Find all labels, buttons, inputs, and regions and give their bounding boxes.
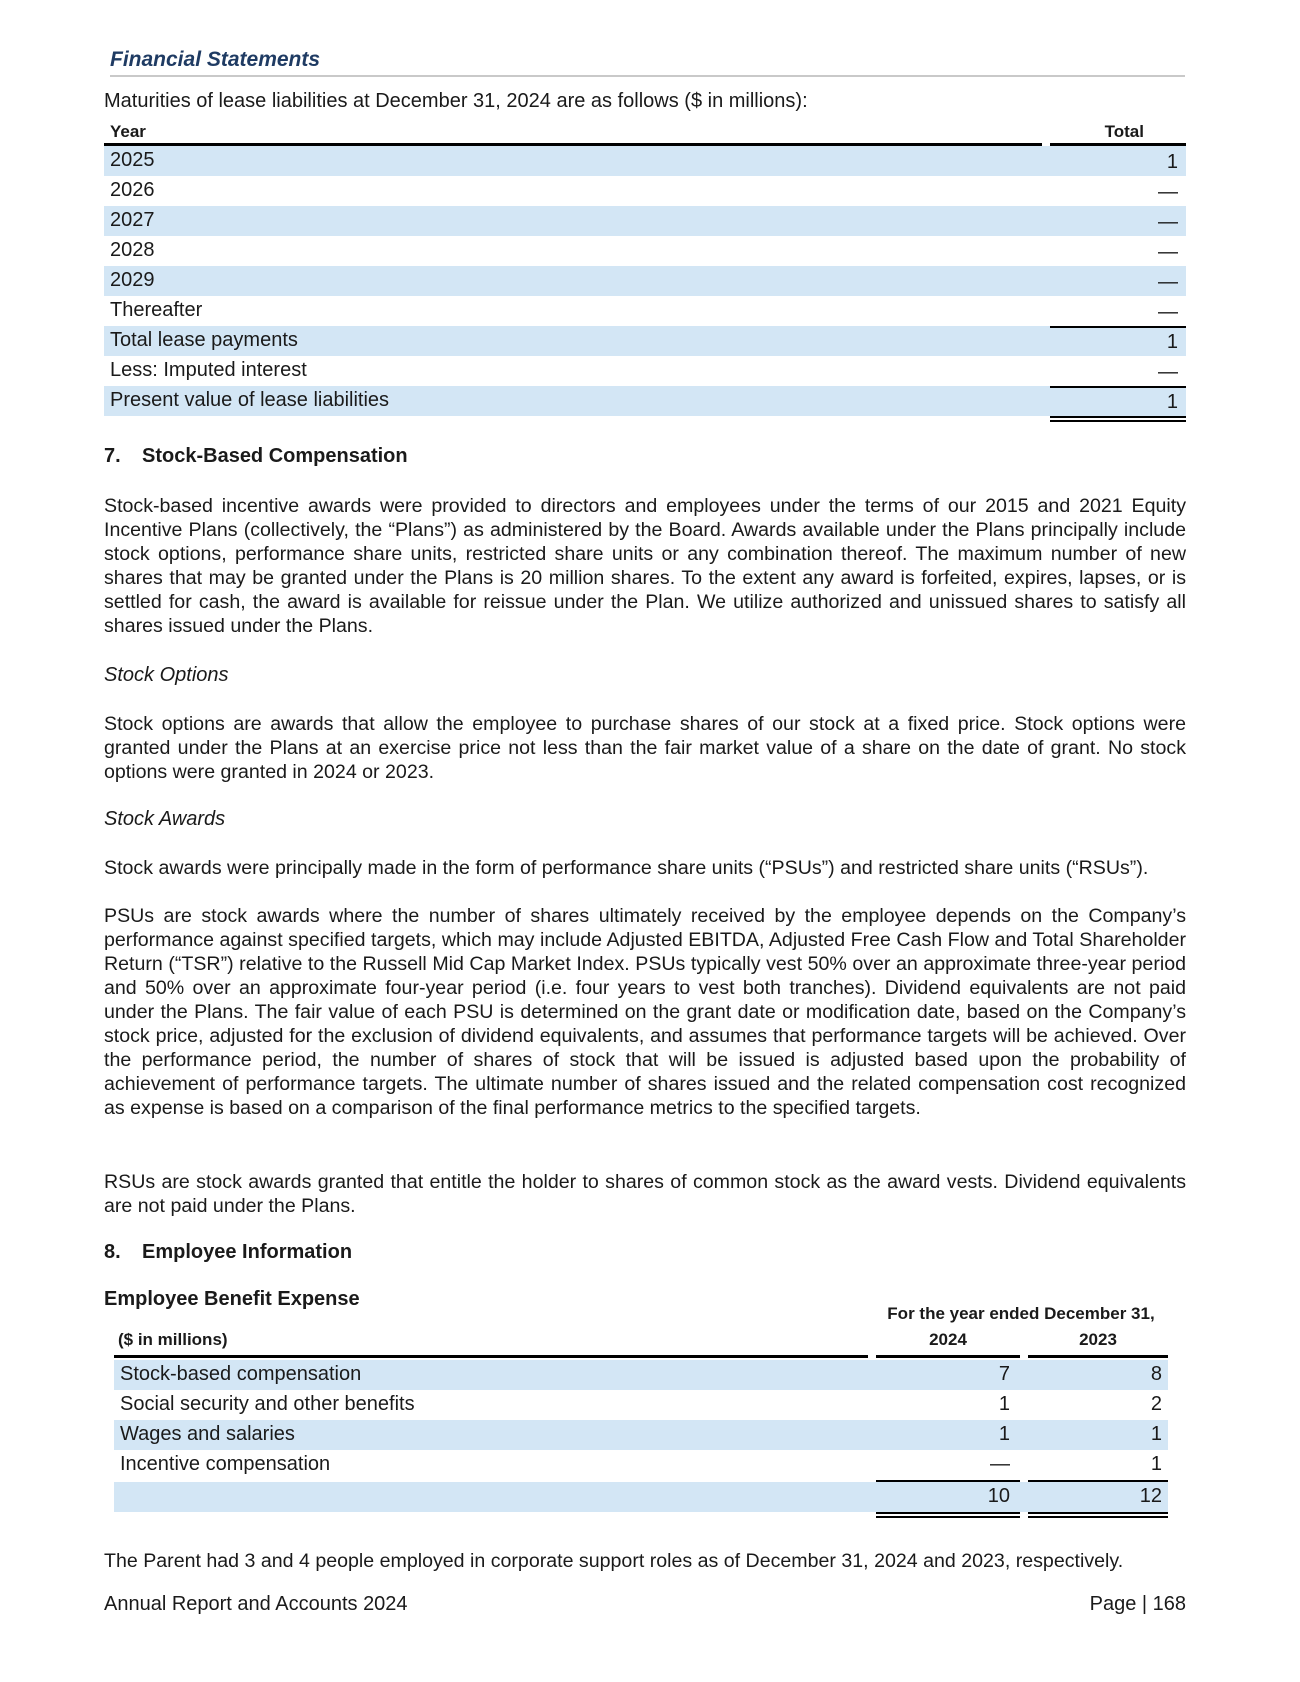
value-2024: 7	[998, 1363, 1010, 1385]
psu-paragraph: PSUs are stock awards where the number of shares ultimately received by the employee depends on the Company’s performance against specified targets, which may include Adjusted EBITDA, Adjusted Free Cash Flow and Total Shareholder Return (“TSR”) relative to the Russell Mid Cap Market Index. PSUs typically vest 50% over an approximate three-year period and 50% over an approximate four-year period (i.e. four years to vest both tranches). Dividend equivalents are not paid under the Plans. The fair value of each PSU is determined on the grant date or modification date, based on the Company’s stock price, adjusted for the exclusion of dividend equivalents, and assumes that performance targets will be achieved. Over the performance period, the number of shares of stock that will be issued is adjusted based upon the probability of achievement of performance targets. The ultimate number of shares issued and the related compensation cost recognized as expense is based on a comparison of the final performance metrics to the specified targets.	[104, 905, 1186, 1119]
row-label: Less: Imputed interest	[110, 359, 307, 381]
subtotal-rule	[1028, 1480, 1168, 1482]
row-label: 2025	[110, 149, 155, 171]
section-title: Stock-Based Compensation	[142, 445, 408, 467]
footer-report-title: Annual Report and Accounts 2024	[104, 1593, 408, 1615]
row-label: Thereafter	[110, 299, 203, 321]
table-row	[114, 1360, 1168, 1390]
section-title: Employee Information	[142, 1241, 353, 1263]
header-rule	[876, 1355, 1020, 1358]
table-row	[104, 146, 1186, 176]
employee-benefit-expense-heading: Employee Benefit Expense	[104, 1288, 360, 1310]
subtotal-rule	[1050, 386, 1186, 388]
subtotal-rule	[1050, 326, 1186, 328]
table-row	[114, 1450, 1168, 1480]
row-label: 2027	[110, 209, 155, 231]
table-row	[114, 1420, 1168, 1450]
table-row	[104, 236, 1186, 266]
section-8-heading	[104, 1241, 352, 1264]
value-2023: 2	[1150, 1393, 1162, 1415]
subtotal-rule	[876, 1480, 1020, 1482]
value-2023: 1	[1150, 1423, 1162, 1445]
row-value: —	[1158, 271, 1178, 293]
table-row-total-lease-payments	[104, 326, 1186, 356]
row-label: Social security and other benefits	[120, 1393, 415, 1415]
unit-header: ($ in millions)	[118, 1330, 228, 1349]
header-rule	[114, 1355, 868, 1358]
value-2023: 1	[1150, 1453, 1162, 1475]
value-2023: 8	[1150, 1363, 1162, 1385]
row-label: 2029	[110, 269, 155, 291]
section-header	[110, 48, 1185, 77]
lease-intro: Maturities of lease liabilities at December 31, 2024 are as follows ($ in millions):	[104, 90, 808, 112]
table-row	[104, 206, 1186, 236]
row-value: —	[1158, 181, 1178, 203]
table-row	[104, 266, 1186, 296]
value-2024: —	[990, 1453, 1010, 1475]
table-row-present-value	[104, 386, 1186, 416]
stock-awards-paragraph: Stock awards were principally made in the form of performance share units (“PSUs”) and restricted share units (“RSUs”).	[104, 857, 1149, 879]
value-2024: 1	[998, 1393, 1010, 1415]
row-label: Wages and salaries	[120, 1423, 295, 1445]
table-row	[114, 1390, 1168, 1420]
row-value: 1	[1166, 151, 1178, 173]
col-2023: 2023	[1079, 1330, 1117, 1349]
footer-page-number: Page | 168	[1089, 1593, 1186, 1615]
row-label: 2028	[110, 239, 155, 261]
total-2023: 12	[1139, 1485, 1162, 1507]
row-label: Present value of lease liabilities	[110, 389, 390, 411]
table-row	[104, 296, 1186, 326]
stock-awards-heading: Stock Awards	[104, 808, 226, 830]
row-value: —	[1158, 211, 1178, 233]
row-label: 2026	[110, 179, 155, 201]
stock-comp-paragraph: Stock-based incentive awards were provided to directors and employees under the terms of our 2015 and 2021 Equity Incentive Plans (collectively, the “Plans”) as administered by the Board. Awards available under the Plans principally include stock options, performance share units, restricted share units or any combination thereof. The maximum number of new shares that may be granted under the Plans is 20 million shares. To the extent any award is forfeited, expires, lapses, or is settled for cash, the award is available for reissue under the Plan. We utilize authorized and unissued shares to satisfy all shares issued under the Plans.	[104, 495, 1186, 637]
section-number: 7.	[104, 445, 121, 467]
header-rule	[1028, 1355, 1168, 1358]
section-header-title: Financial Statements	[110, 48, 321, 71]
double-underline	[1050, 416, 1186, 422]
table-row	[104, 176, 1186, 206]
double-underline	[876, 1512, 1020, 1518]
lease-col-year: Year	[110, 122, 146, 141]
rsu-paragraph: RSUs are stock awards granted that entitle the holder to shares of common stock as the award vests. Dividend equivalents are not paid under the Plans.	[104, 1171, 1186, 1217]
total-2024: 10	[987, 1485, 1010, 1507]
lease-table-header	[104, 120, 1186, 146]
table-row-total	[114, 1482, 1168, 1512]
lease-maturities-table	[104, 120, 1186, 416]
row-label: Incentive compensation	[120, 1453, 331, 1475]
closing-paragraph: The Parent had 3 and 4 people employed in corporate support roles as of December 31, 2024 and 2023, respectively.	[104, 1550, 1124, 1572]
row-label: Total lease payments	[110, 329, 298, 351]
row-value: 1	[1166, 391, 1178, 413]
row-value: —	[1158, 361, 1178, 383]
value-2024: 1	[998, 1423, 1010, 1445]
row-value: —	[1158, 301, 1178, 323]
stock-options-heading: Stock Options	[104, 664, 229, 686]
row-value: —	[1158, 241, 1178, 263]
section-number: 8.	[104, 1241, 121, 1263]
table-row	[104, 356, 1186, 386]
row-value: 1	[1166, 331, 1178, 353]
col-2024: 2024	[929, 1330, 967, 1349]
row-label: Stock-based compensation	[120, 1363, 362, 1385]
double-underline	[1028, 1512, 1168, 1518]
section-7-heading	[104, 445, 408, 468]
stock-options-paragraph: Stock options are awards that allow the employee to purchase shares of our stock at a fixed price. Stock options were granted under the Plans at an exercise price not less than the fair market value of a share on the date of grant. No stock options were granted in 2024 or 2023.	[104, 713, 1186, 783]
period-header: For the year ended December 31,	[887, 1304, 1155, 1323]
lease-col-total: Total	[1104, 122, 1144, 141]
